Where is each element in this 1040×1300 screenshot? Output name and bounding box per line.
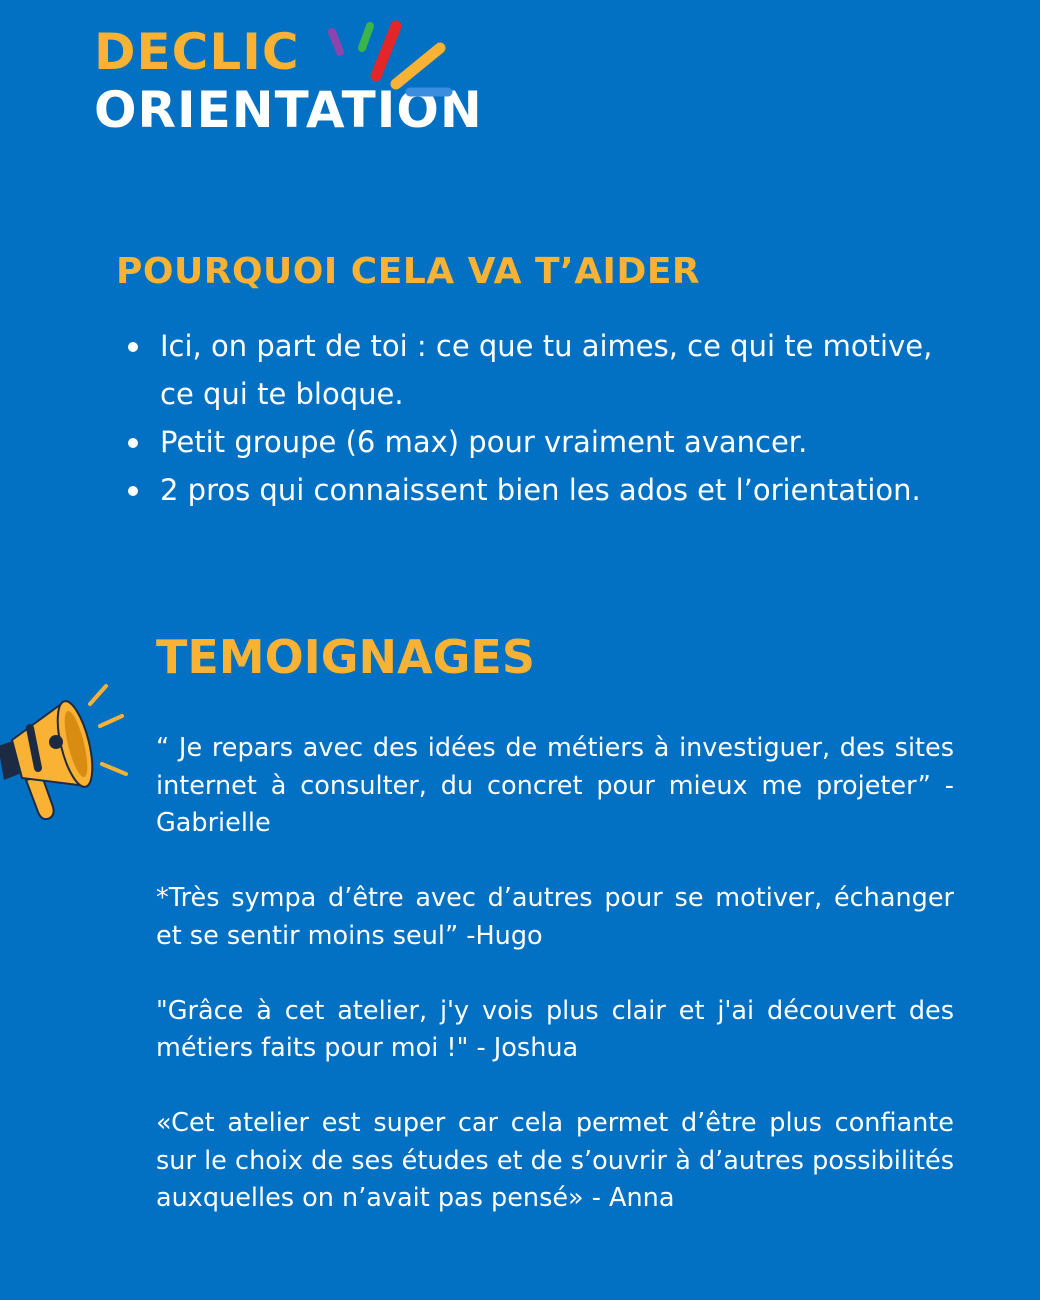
logo-text-declic: DECLIC [94, 23, 300, 81]
testimonials-section-title: TEMOIGNAGES [156, 630, 535, 684]
list-item-text: 2 pros qui connaissent bien les ados et l’orientation. [160, 473, 921, 507]
logo [94, 22, 514, 142]
testimonial-joshua: "Grâce à cet atelier, j'y vois plus clair et j'ai découvert des métiers faits pour moi !" - Joshua [156, 995, 954, 1063]
why-section-title: POURQUOI CELA VA T’AIDER [116, 251, 701, 292]
bullet-icon [128, 486, 138, 496]
list-item [128, 466, 968, 514]
testimonial-gabrielle: “ Je repars avec des idées de métiers à investiguer, des sites internet à consulter, du concret pour mieux me projeter” - Gabrielle [156, 733, 954, 838]
testimonial-hugo: *Très sympa d’être avec d’autres pour se motiver, échanger et se sentir moins seul” -Hugo [156, 883, 954, 951]
testimonials-list [156, 730, 954, 1255]
logo-strokes-icon [324, 18, 454, 108]
list-item-text: Petit groupe (6 max) pour vraiment avancer. [160, 425, 808, 459]
logo-text-orientation: ORIENTATION [94, 81, 483, 139]
testimonial-anna: «Cet atelier est super car cela permet d’être plus confiante sur le choix de ses études et de s’ouvrir à d’autres possibilités auxquelles on n’avait pas pensé» - Anna [156, 1108, 954, 1213]
bullet-icon [128, 438, 138, 448]
list-item-text: Ici, on part de toi : ce que tu aimes, ce qui te motive, ce qui te bloque. [160, 329, 933, 411]
reasons-list [128, 322, 968, 514]
list-item [128, 418, 968, 466]
list-item [128, 322, 968, 418]
megaphone-icon [0, 676, 134, 836]
bullet-icon [128, 342, 138, 352]
